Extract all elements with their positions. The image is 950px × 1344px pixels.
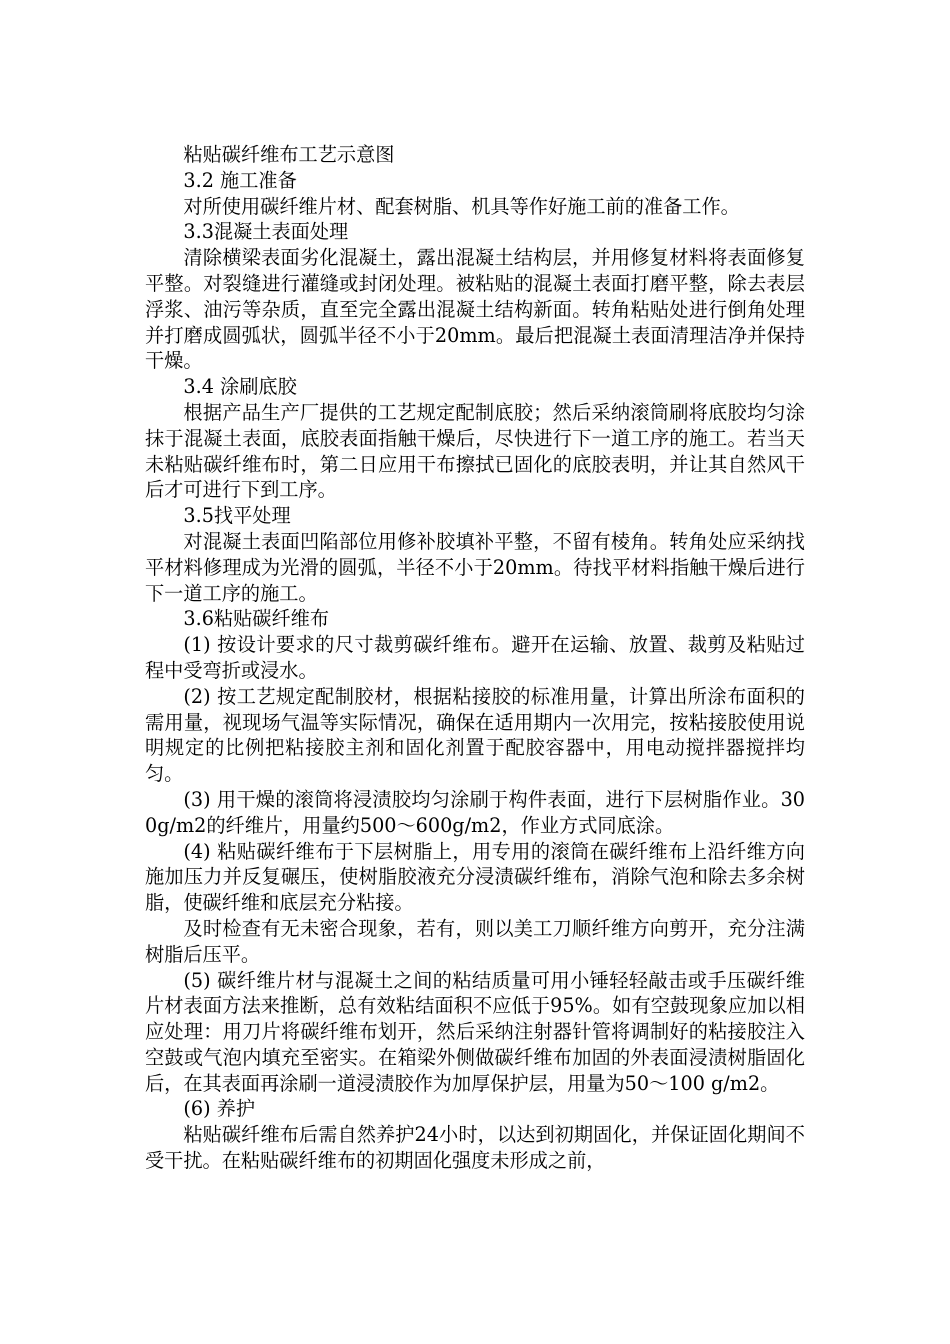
list-item-1: (1) 按设计要求的尺寸裁剪碳纤维布。避开在运输、放置、裁剪及粘贴过程中受弯折或浸水。 — [145, 633, 805, 682]
list-item-4: (4) 粘贴碳纤维布于下层树脂上，用专用的滚筒在碳纤维布上沿纤维方向施加压力并反复碾压，使树脂胶液充分浸渍碳纤维布，消除气泡和除去多余树脂，使碳纤维和底层充分粘接。 — [145, 839, 805, 915]
list-item-6: (6) 养护 — [183, 1097, 256, 1121]
paragraph: 粘贴碳纤维布后需自然养护24小时，以达到初期固化，并保证固化期间不受干扰。在粘贴碳纤维布的初期固化强度未形成之前， — [145, 1123, 805, 1173]
paragraph: 及时检查有无未密合现象，若有，则以美工刀顺纤维方向剪开，充分注满树脂后压平。 — [145, 916, 805, 966]
paragraph: 对混凝土表面凹陷部位用修补胶填补平整，不留有棱角。转角处应采纳找平材料修理成为光滑的圆弧，半径不小于20mm。待找平材料指触干燥后进行下一道工序的施工。 — [145, 529, 805, 605]
section-heading-3-6: 3.6粘贴碳纤维布 — [183, 607, 330, 631]
section-heading-3-3: 3.3混凝土表面处理 — [183, 220, 349, 244]
list-item-3: (3) 用干燥的滚筒将浸渍胶均匀涂刷于构件表面，进行下层树脂作业。300g/m2的纤维片，用量约500～600g/m2，作业方式同底涂。 — [145, 787, 805, 837]
section-heading-3-4: 3.4 涂刷底胶 — [183, 375, 297, 399]
paragraph: 对所使用碳纤维片材、配套树脂、机具等作好施工前的准备工作。 — [183, 194, 740, 218]
list-item-5: (5) 碳纤维片材与混凝土之间的粘结质量可用小锤轻轻敲击或手压碳纤维片材表面方法来推断，总有效粘结面积不应低于95%。如有空鼓现象应加以相应处理：用刀片将碳纤维布划开，然后采纳注射器针管将调制好的粘接胶注入空鼓或气泡内填充至密实。在箱梁外侧做碳纤维布加固的外表面浸渍树脂固化后，在其表面再涂刷一道浸渍胶作为加厚保护层，用量为50～100 g/m2。 — [145, 968, 805, 1095]
figure-caption: 粘贴碳纤维布工艺示意图 — [183, 143, 395, 166]
list-item-2: (2) 按工艺规定配制胶材，根据粘接胶的标准用量，计算出所涂布面积的需用量，视现场气温等实际情况，确保在适用期内一次用完，按粘接胶使用说明规定的比例把粘接胶主剂和固化剂置于配胶容器中，用电动搅拌器搅拌均匀。 — [145, 684, 805, 786]
paragraph: 清除横梁表面劣化混凝土，露出混凝土结构层，并用修复材料将表面修复平整。对裂缝进行灌缝或封闭处理。被粘贴的混凝土表面打磨平整，除去表层浮浆、油污等杂质，直至完全露出混凝土结构新面。转角粘贴处进行倒角处理并打磨成圆弧状，圆弧半径不小于20mm。最后把混凝土表面清理洁净并保持干燥。 — [145, 246, 805, 373]
section-heading-3-5: 3.5找平处理 — [183, 504, 291, 528]
section-heading-3-2: 3.2 施工准备 — [183, 168, 297, 192]
document-body — [145, 142, 805, 1174]
paragraph: 根据产品生产厂提供的工艺规定配制底胶；然后采纳滚筒刷将底胶均匀涂抹于混凝土表面，底胶表面指触干燥后，尽快进行下一道工序的施工。若当天未粘贴碳纤维布时，第二日应用干布擦拭已固化的底胶表明，并让其自然风干后才可进行下到工序。 — [145, 400, 805, 502]
